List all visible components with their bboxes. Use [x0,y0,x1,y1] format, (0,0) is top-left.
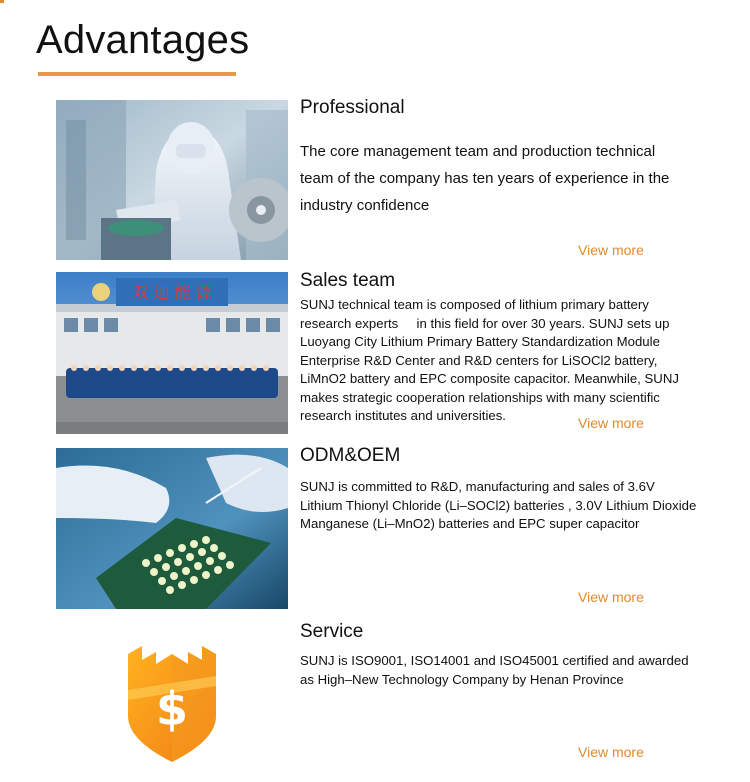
corner-accent [0,0,4,3]
title-underline [38,72,236,76]
svg-text:$: $ [155,682,189,736]
view-more-link[interactable]: View more [578,589,644,605]
view-more-link[interactable]: View more [578,415,644,431]
page-title: Advantages [36,18,250,62]
section-title: Professional [300,97,405,118]
dollar-shield-icon [56,620,288,780]
view-more-link[interactable]: View more [578,242,644,258]
building-sign-text: 双 迪 能 源 [132,283,212,302]
battery-assembly-image [56,448,288,609]
team-group-photo-image [56,272,288,434]
section-description: SUNJ is committed to R&D, manufacturing and sales of 3.6V Lithium Thionyl Chloride (Li–SOCl2) batteries , 3.0V Lithium Dioxide Manganese (Li–MnO2) batteries and EPC super capacitor [300,479,700,531]
laboratory-worker-image [56,100,288,260]
view-more-link[interactable]: View more [578,744,644,760]
section-title: Sales team [300,270,396,291]
section-title: ODM&OEM [300,445,401,466]
section-description: SUNJ technical team is composed of lithium primary battery research experts in this field for over 30 years. SUNJ sets up Luoyang City Lithium Primary Battery Standardization Module Enterprise R&D Center and R&D centers for LiSOCl2 battery, LiMnO2 battery and EPC composite capacitor. Meanwhile, SUNJ makes strategic cooperation relationships with many scientific research institutes and universities. [300,297,683,423]
section-title: Service [300,621,364,642]
section-description: The core management team and production technical team of the company has ten years of experience in the industry confidence [300,143,674,214]
section-description: SUNJ is ISO9001, ISO14001 and ISO45001 certified and awarded as High–New Technology Company by Henan Province [300,653,693,687]
